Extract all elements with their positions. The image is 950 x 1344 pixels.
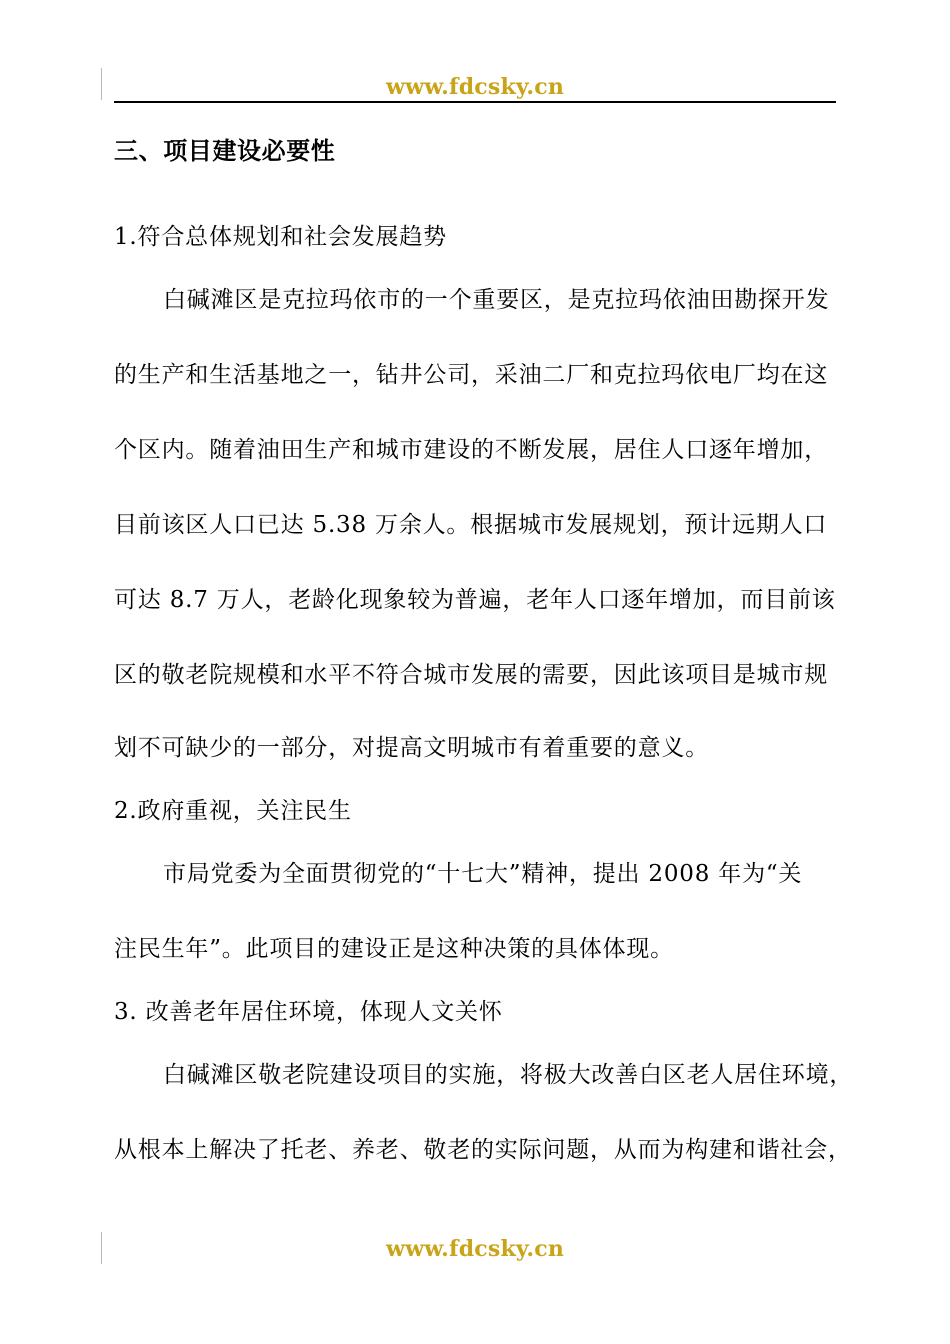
paragraph-line: 区的敬老院规模和水平不符合城市发展的需要，因此该项目是城市规 — [114, 662, 828, 688]
paragraph-line: 白碱滩区敬老院建设项目的实施，将极大改善白区老人居住环境， — [163, 1062, 854, 1088]
paragraph-line: 注民生年”。此项目的建设正是这种决策的具体体现。 — [114, 936, 674, 962]
paragraph-line: 白碱滩区是克拉玛依市的一个重要区，是克拉玛依油田勘探开发 — [163, 287, 830, 313]
footer-url: www.fdcsky.cn — [385, 1236, 565, 1262]
paragraph-line: 可达 8.7 万人，老龄化现象较为普遍，老年人口逐年增加，而目前该 — [114, 587, 836, 613]
section-title: 三、项目建设必要性 — [114, 137, 336, 165]
paragraph-line: 市局党委为全面贯彻党的“十七大”精神，提出 2008 年为“关 — [163, 861, 803, 887]
subsection-3-title: 3. 改善老年居住环境，体现人文关怀 — [114, 999, 503, 1025]
header-url: www.fdcsky.cn — [385, 74, 565, 100]
header-rule — [114, 101, 836, 103]
paragraph-line: 划不可缺少的一部分，对提高文明城市有着重要的意义。 — [114, 735, 709, 761]
paragraph-line: 的生产和生活基地之一，钻井公司，采油二厂和克拉玛依电厂均在这 — [114, 362, 828, 388]
subsection-2-title: 2.政府重视，关注民生 — [114, 798, 352, 824]
paragraph-line: 目前该区人口已达 5.38 万余人。根据城市发展规划，预计远期人口 — [114, 512, 828, 538]
subsection-1-title: 1.符合总体规划和社会发展趋势 — [114, 224, 447, 250]
paragraph-line: 个区内。随着油田生产和城市建设的不断发展，居住人口逐年增加， — [114, 437, 828, 463]
paragraph-line: 从根本上解决了托老、养老、敬老的实际问题，从而为构建和谐社会， — [114, 1137, 852, 1163]
